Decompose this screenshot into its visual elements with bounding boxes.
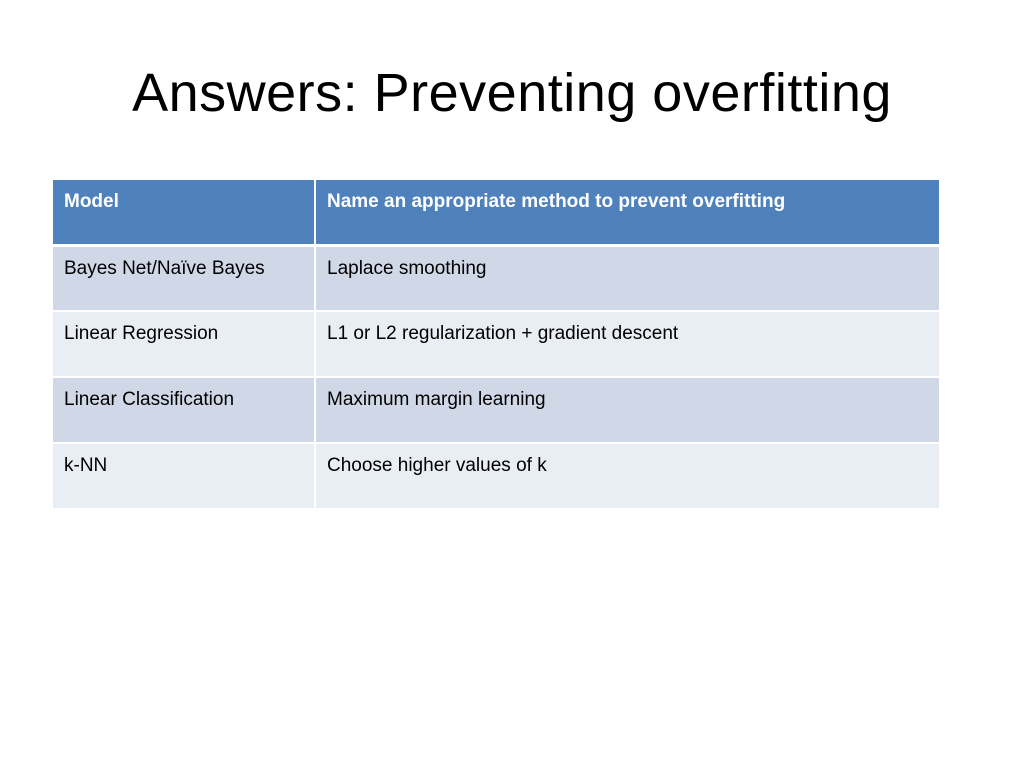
cell-method: Laplace smoothing [315, 245, 940, 311]
cell-method: Maximum margin learning [315, 377, 940, 443]
cell-method: Choose higher values of k [315, 443, 940, 509]
cell-method: L1 or L2 regularization + gradient descent [315, 311, 940, 377]
table-header-row [52, 179, 940, 245]
table-row [52, 377, 940, 443]
cell-model: Bayes Net/Naïve Bayes [52, 245, 315, 311]
cell-model: Linear Classification [52, 377, 315, 443]
header-method: Name an appropriate method to prevent overfitting [315, 179, 940, 245]
header-model: Model [52, 179, 315, 245]
table-row [52, 311, 940, 377]
answers-table [51, 178, 941, 510]
cell-model: Linear Regression [52, 311, 315, 377]
table-row [52, 245, 940, 311]
cell-model: k-NN [52, 443, 315, 509]
table-row [52, 443, 940, 509]
slide-title: Answers: Preventing overfitting [132, 63, 892, 123]
